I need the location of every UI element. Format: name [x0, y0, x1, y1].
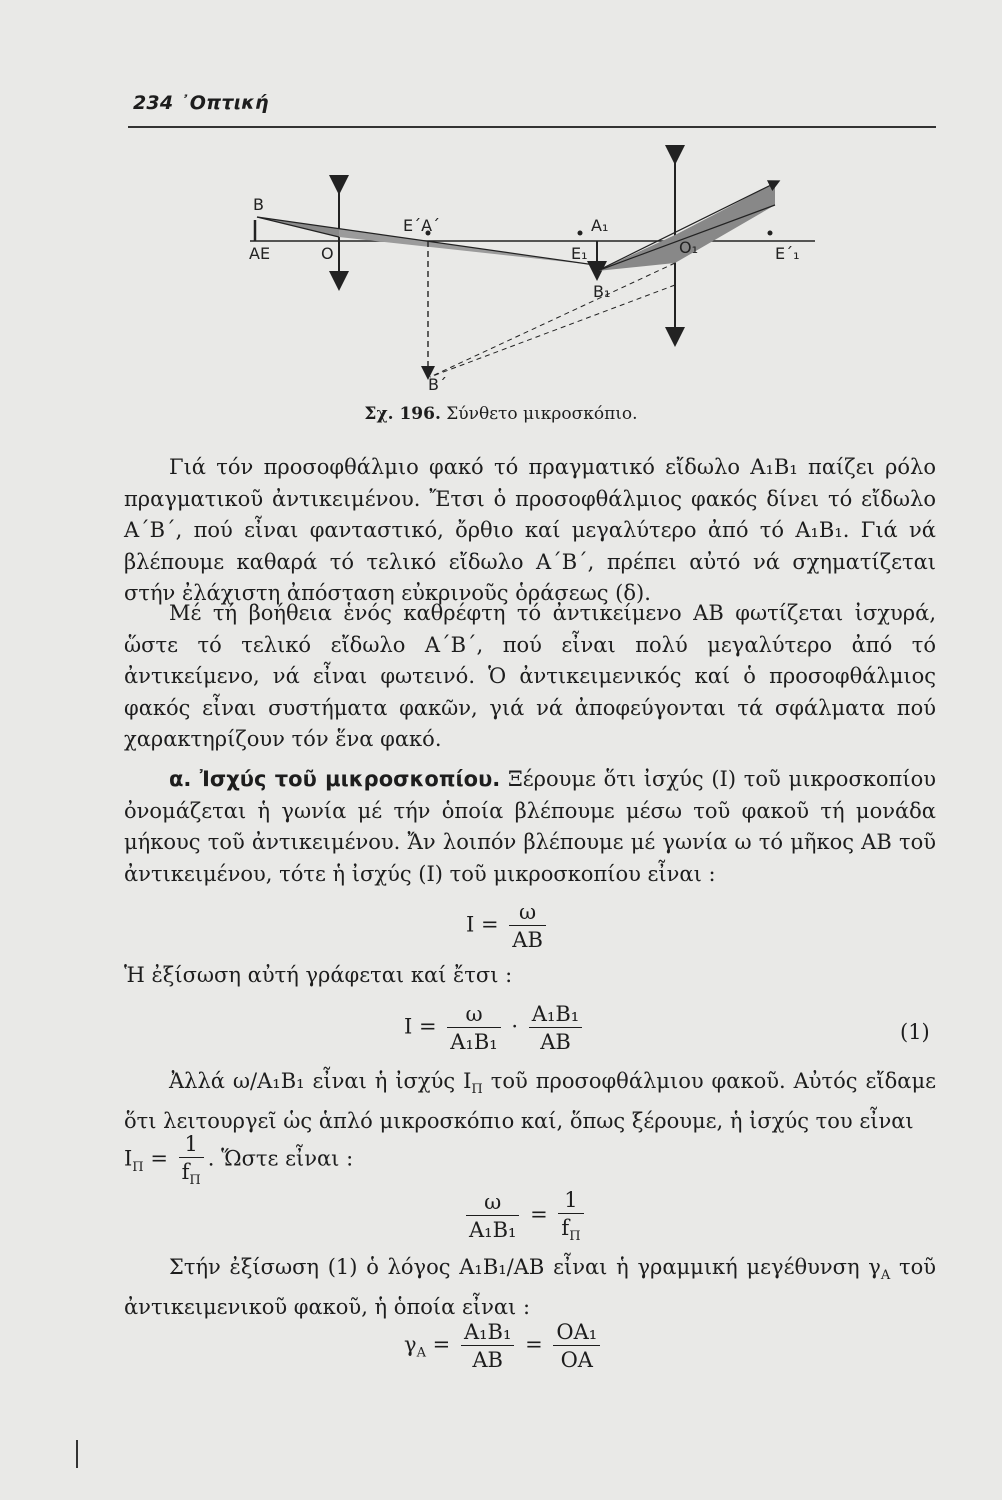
label-EA: E΄A΄ [403, 216, 441, 235]
chapter-title: ᾿Οπτική [180, 92, 269, 114]
caption-number: Σχ. 196. [364, 404, 441, 424]
paragraph-5-sub: Π [471, 1082, 483, 1098]
eq2-num1: ω [447, 1002, 500, 1028]
figure-caption [0, 404, 1002, 424]
eq4-lhs: γ [404, 1332, 417, 1357]
label-A1: A₁ [591, 216, 609, 235]
eq4-equals-1: = [432, 1332, 451, 1357]
eqip-equals: = [150, 1146, 168, 1171]
eq3-den2: f [561, 1216, 570, 1240]
eqip-den-sub: Π [189, 1173, 201, 1189]
section-heading: α. Ἰσχύς τοῦ μικροσκοπίου. [169, 767, 501, 791]
label-O: O [321, 244, 334, 263]
page-number: 234 [133, 92, 174, 114]
paragraph-2 [124, 598, 936, 756]
eq1-den: AB [512, 928, 543, 952]
paragraph-3 [124, 764, 936, 890]
eq2-fraction-2 [529, 1002, 582, 1054]
paragraph-3-text: Ξέρουμε ὅτι ἰσχύς (I) τοῦ μικροσκοπίου ὀνομάζεται ἡ γωνία μέ τήν ὁποία βλέπουμε μέσω τοῦ φακοῦ τή μονάδα μήκους τοῦ ἀντικειμένου. Ἄν λοιπόν βλέπουμε μέ γωνία ω τό μῆκος AB τοῦ ἀντικειμένου, τότε ἡ ἰσχύς (I) τοῦ μικροσκοπίου εἶναι : [124, 767, 936, 886]
microscope-diagram [235, 145, 835, 400]
label-B: B [253, 195, 264, 214]
eq3-equals: = [530, 1202, 548, 1227]
equation-ip [124, 1132, 353, 1188]
equation-tag [900, 1020, 930, 1044]
ray-extension-2 [430, 285, 675, 377]
eqip-den: f [181, 1160, 190, 1184]
eq2-num2: A₁B₁ [529, 1002, 582, 1028]
eq4-lhs-sub: A [416, 1345, 426, 1361]
eq1-lhs: I [466, 912, 475, 937]
paragraph-4 [124, 960, 936, 992]
equation-3 [462, 1188, 588, 1244]
eqip-lhs-sub: Π [132, 1159, 144, 1175]
paragraph-1-text: Γιά τόν προσοφθάλμιο φακό τό πραγματικό εἴδωλο A₁B₁ παίζει ρόλο πραγματικοῦ ἀντικειμένου. Ἔτσι ὁ προσοφθάλμιος φακός δίνει τό εἴδωλο A΄B΄, πού εἶναι φανταστικό, ὄρθιο καί μεγαλύτερο ἀπό τό A₁B₁. Γιά νά βλέπουμε καθαρά τό τελικό εἴδωλο A΄B΄, πρέπει αὐτό νά σχηματίζεται στήν ἐλάχιστη ἀπόσταση εὐκρινοῦς ὁράσεως (δ). [124, 455, 936, 605]
paragraph-6-sub: A [880, 1268, 891, 1284]
paragraph-6 [124, 1252, 936, 1323]
paragraph-5-text-b: τοῦ προσοφθάλμιου φακοῦ. Αὐτός εἴδαμε ὅτι λειτουργεῖ ὡς ἁπλό μικροσκόπιο καί, ὅπως ξέρουμε, ἡ ἰσχύς του εἶναι [124, 1069, 936, 1133]
paragraph-5-text-c: . Ὥστε εἶναι : [207, 1146, 354, 1171]
eq2-fraction-1 [447, 1002, 500, 1054]
eq2-equals: = [418, 1014, 437, 1039]
label-B1: B₁ [593, 282, 611, 301]
eq1-num: ω [509, 900, 546, 926]
eq3-num1: ω [466, 1190, 519, 1216]
eq3-den1: A₁B₁ [469, 1218, 517, 1243]
eq4-den2: OA [560, 1348, 593, 1372]
eq4-num1: A₁B₁ [461, 1320, 514, 1346]
equation-4 [404, 1320, 604, 1372]
label-E1p: E΄₁ [775, 244, 800, 263]
eqip-fraction [179, 1132, 204, 1188]
eq2-tag: (1) [900, 1020, 930, 1044]
eq2-dot: · [511, 1014, 519, 1039]
label-O1: O₁ [679, 238, 699, 257]
eq4-fraction-1 [461, 1320, 514, 1372]
eq2-lhs: I [404, 1014, 413, 1039]
eq4-fraction-2 [553, 1320, 600, 1372]
focal-point-E1p [768, 231, 773, 236]
header-rule [128, 126, 936, 128]
ray-extension [430, 263, 675, 377]
running-header [133, 92, 269, 114]
paragraph-5-text-a: Ἀλλά ω/A₁B₁ εἶναι ἡ ἰσχύς I [169, 1069, 472, 1093]
paragraph-2-text: Μέ τή βοήθεια ἑνός καθρέφτη τό ἀντικείμενο AB φωτίζεται ἰσχυρά, ὥστε τό τελικό εἴδωλο A΄B΄, πού εἶναι πολύ μεγαλύτερο ἀπό τό ἀντικείμενο, νά εἶναι φωτεινό. Ὁ ἀντικειμενικός καί ὁ προσοφθάλμιος φακός εἶναι συστήματα φακῶν, γιά νά ἀποφεύγονται τά σφάλματα πού χαρακτηρίζουν τόν ἕνα φακό. [124, 601, 936, 751]
eq3-fraction-1 [466, 1190, 519, 1242]
paragraph-4-text: Ἡ ἐξίσωση αὐτή γράφεται καί ἔτσι : [124, 963, 513, 987]
ray-3 [597, 183, 775, 271]
label-Bp: B΄ [428, 375, 447, 394]
eqip-lhs: I [124, 1146, 133, 1171]
paragraph-5 [124, 1066, 936, 1137]
equation-2 [404, 1002, 586, 1054]
eq2-den1: A₁B₁ [450, 1030, 498, 1054]
margin-mark [76, 1440, 78, 1468]
eq4-equals-2: = [525, 1332, 543, 1357]
eq3-den2-sub: Π [569, 1229, 581, 1245]
focal-point-E1 [578, 231, 583, 236]
paragraph-6-text-b: τοῦ ἀντικειμενικοῦ φακοῦ, ἡ ὁποία εἶναι : [124, 1255, 936, 1319]
label-E1: E₁ [571, 244, 588, 263]
eq4-den1: AB [472, 1348, 503, 1372]
eq4-num2: OA₁ [553, 1320, 600, 1346]
label-AE: AE [249, 244, 271, 263]
equation-1 [466, 900, 550, 952]
caption-text: Σύνθετο μικροσκόπιο. [446, 404, 638, 424]
eq2-den2: AB [540, 1030, 571, 1054]
paragraph-1 [124, 452, 936, 610]
eq1-equals: = [480, 912, 499, 937]
eq1-fraction [509, 900, 546, 952]
eq3-num2: 1 [558, 1188, 583, 1214]
paragraph-6-text: Στήν ἐξίσωση (1) ὁ λόγος A₁B₁/AB εἶναι ἡ γραμμική μεγέθυνση γ [169, 1255, 881, 1279]
eq3-fraction-2 [558, 1188, 583, 1244]
eqip-num: 1 [179, 1132, 204, 1158]
